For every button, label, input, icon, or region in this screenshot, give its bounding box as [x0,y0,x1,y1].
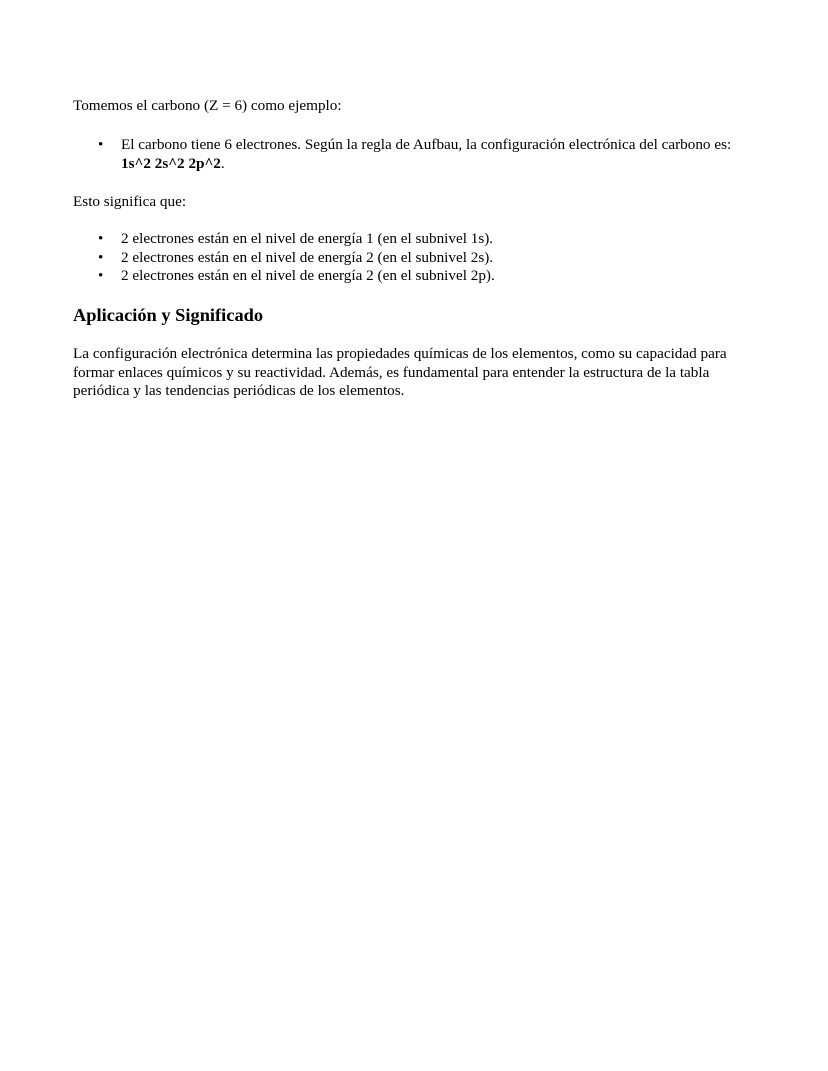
list-item [73,249,763,268]
electron-list [73,230,763,286]
electron-configuration: 1s^2 2s^2 2p^2 [121,154,221,172]
carbon-list [73,136,763,173]
list-item-text: 2 electrones están en el nivel de energía 1 (en el subnivel 1s). [121,230,494,247]
list-item [73,267,763,286]
bullet-icon: • [98,267,104,285]
section-body: La configuración electrónica determina las propiedades químicas de los elementos, como su capacidad para formar enlaces químicos y su reactividad. Además, es fundamental para entender la estructura de la tabla periódica y las tendencias periódicas de los elementos. [73,345,727,400]
section-heading: Aplicación y Significado [73,305,264,325]
bullet-icon: • [98,248,104,266]
list-item [73,136,763,173]
carbon-item-end: . [220,154,225,172]
bullet-icon: • [98,230,104,247]
list-item-text: 2 electrones están en el nivel de energía 2 (en el subnivel 2p). [121,267,495,285]
carbon-item-text: El carbono tiene 6 electrones. Según la regla de Aufbau, la configuración electrónica del carbono es: [121,136,732,153]
intro-paragraph: Tomemos el carbono (Z = 6) como ejemplo: [73,97,342,114]
list-item [73,230,763,249]
list-item-text: 2 electrones están en el nivel de energía 2 (en el subnivel 2s). [121,248,494,266]
bullet-icon: • [98,136,104,153]
meaning-intro: Esto significa que: [73,193,187,210]
